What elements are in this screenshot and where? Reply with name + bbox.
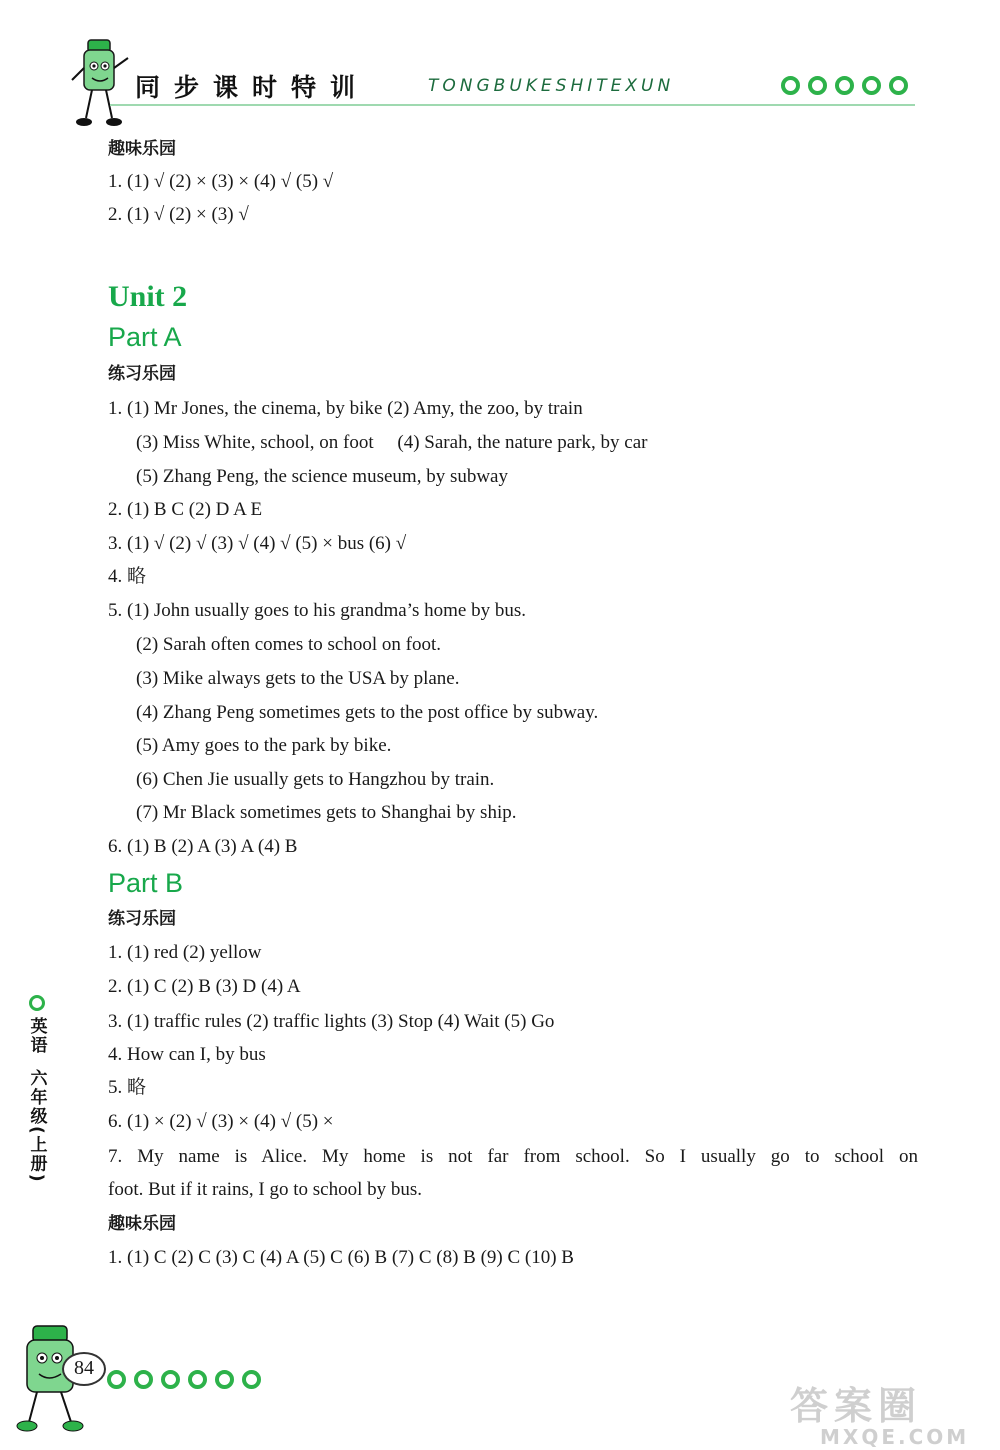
circle-icon <box>781 76 800 95</box>
circle-icon <box>835 76 854 95</box>
header-divider <box>110 104 915 106</box>
pencil-mascot-icon <box>70 38 132 130</box>
footer-dots-decoration <box>107 1370 261 1389</box>
part-title-a: Part A <box>108 322 182 352</box>
header-pinyin: TONGBUKESHITEXUN <box>428 76 675 96</box>
circle-icon <box>29 995 45 1011</box>
answer-line: (3) Miss White, school, on foot (4) Sarah, the nature park, by car <box>136 432 648 453</box>
unit-title: Unit 2 <box>108 280 188 313</box>
circle-icon <box>808 76 827 95</box>
answer-line: 5. (1) John usually goes to his grandma’s home by bus. <box>108 600 526 621</box>
answer-paragraph-line: 7. My name is Alice. My home is not far from school. So I usually go to school on <box>108 1146 918 1167</box>
answer-paragraph-line: foot. But if it rains, I go to school by bus. <box>108 1179 423 1200</box>
circle-icon <box>107 1370 126 1389</box>
page-number: 84 <box>62 1352 106 1386</box>
page-footer <box>0 1310 1000 1448</box>
answer-line: (6) Chen Jie usually gets to Hangzhou by train. <box>136 769 495 790</box>
circle-icon <box>161 1370 180 1389</box>
answer-line: (5) Amy goes to the park by bike. <box>136 735 392 756</box>
answer-line: 3. (1) traffic rules (2) traffic lights (3) Stop (4) Wait (5) Go <box>108 1011 555 1032</box>
answer-line: 5. 略 <box>108 1077 147 1098</box>
circle-icon <box>215 1370 234 1389</box>
answer-line: (3) Mike always gets to the USA by plane. <box>136 668 460 689</box>
answer-line: (5) Zhang Peng, the science museum, by subway <box>136 466 508 487</box>
answer-line: 1. (1) Mr Jones, the cinema, by bike (2) Amy, the zoo, by train <box>108 398 583 419</box>
circle-icon <box>862 76 881 95</box>
header-title: 同步课时特训 <box>135 73 370 102</box>
grade-label: 六年级(上册) <box>26 1069 47 1184</box>
section-heading-practice: 练习乐园 <box>108 364 176 384</box>
section-heading-fun: 趣味乐园 <box>108 139 176 159</box>
answer-line: (7) Mr Black sometimes gets to Shanghai by ship. <box>136 802 517 823</box>
answer-line: 1. (1) red (2) yellow <box>108 942 262 963</box>
answer-line: 6. (1) × (2) √ (3) × (4) √ (5) × <box>108 1111 334 1132</box>
section-heading-fun: 趣味乐园 <box>108 1214 176 1234</box>
section-heading-practice: 练习乐园 <box>108 909 176 929</box>
answer-line: (4) Zhang Peng sometimes gets to the post office by subway. <box>136 702 599 723</box>
answer-line: 4. How can I, by bus <box>108 1044 266 1065</box>
answer-line: 2. (1) B C (2) D A E <box>108 499 263 520</box>
answer-line: 1. (1) C (2) C (3) C (4) A (5) C (6) B (7) C (8) B (9) C (10) B <box>108 1247 574 1268</box>
answer-line: 4. 略 <box>108 566 147 587</box>
circle-icon <box>188 1370 207 1389</box>
watermark-text: 答案圈 <box>790 1384 923 1428</box>
side-tab <box>24 995 50 1184</box>
header-dots-decoration <box>781 76 908 95</box>
watermark-url: MXQE.COM <box>820 1425 970 1449</box>
answer-line: 3. (1) √ (2) √ (3) √ (4) √ (5) × bus (6) √ <box>108 533 407 554</box>
circle-icon <box>134 1370 153 1389</box>
circle-icon <box>889 76 908 95</box>
answer-line: (2) Sarah often comes to school on foot. <box>136 634 441 655</box>
answer-line: 2. (1) C (2) B (3) D (4) A <box>108 976 301 997</box>
subject-label: 英语 <box>26 1017 47 1055</box>
answer-line: 2. (1) √ (2) × (3) √ <box>108 204 249 225</box>
part-title-b: Part B <box>108 868 184 898</box>
watermark <box>790 1385 990 1450</box>
answer-line: 1. (1) √ (2) × (3) × (4) √ (5) √ <box>108 171 334 192</box>
page-header <box>0 0 1000 130</box>
circle-icon <box>242 1370 261 1389</box>
answer-line: 6. (1) B (2) A (3) A (4) B <box>108 836 298 857</box>
